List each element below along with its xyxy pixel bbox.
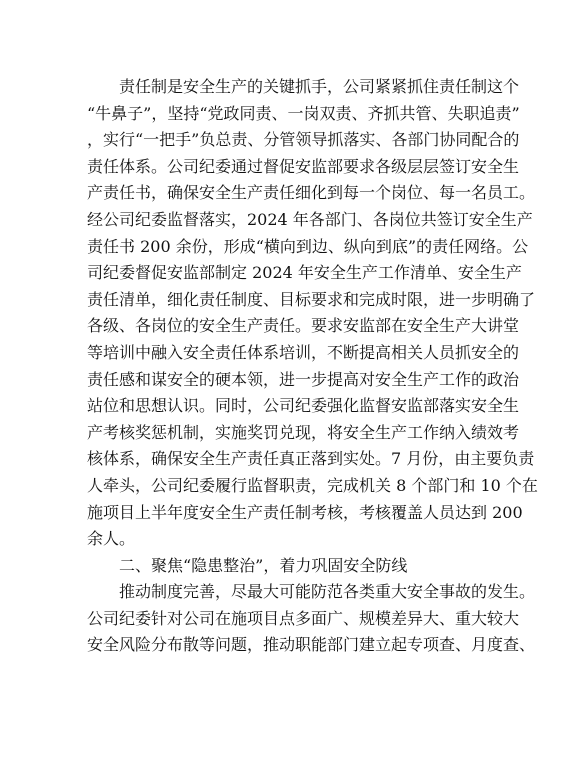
paragraph-line: 各级、各岗位的安全生产责任。要求安监部在安全生产大讲堂 (87, 316, 520, 336)
paragraph-line: ，实行“一把手”负总责、分管领导抓落实、各部门协同配合的 (87, 130, 520, 150)
paragraph-line: 责任体系。公司纪委通过督促安监部要求各级层层签订安全生 (87, 156, 520, 176)
paragraph-line: 余人。 (87, 529, 136, 549)
paragraph-line: 责任清单，细化责任制度、目标要求和完成时限，进一步明确了 (87, 289, 536, 309)
paragraph-line: 公司纪委针对公司在施项目点多面广、规模差异大、重大较大 (87, 608, 520, 628)
paragraph-line: 核体系，确保安全生产责任真正落到实处。7 月份，由主要负责 (87, 449, 535, 469)
paragraph-line: 司纪委督促安监部制定 2024 年安全生产工作清单、安全生产 (87, 263, 522, 283)
paragraph-line: 责任制是安全生产的关键抓手，公司紧紧抓住责任制这个 (119, 77, 520, 96)
paragraph-line: 等培训中融入安全责任体系培训，不断提高相关人员抓安全的 (87, 342, 520, 362)
document-body (87, 74, 538, 659)
paragraph-line: 经公司纪委监督落实，2024 年各部门、各岗位共签订安全生产 (87, 209, 533, 229)
paragraph-line: 推动制度完善，尽最大可能防范各类重大安全事故的发生。 (119, 582, 536, 602)
paragraph-line: 人牵头，公司纪委履行监督职责，完成机关 8 个部门和 10 个在 (87, 475, 538, 495)
paragraph-line: 站位和思想认识。同时，公司纪委强化监督安监部落实安全生 (87, 396, 520, 416)
paragraph-line: 施项目上半年度安全生产责任制考核，考核覆盖人员达到 200 (87, 502, 523, 522)
paragraph-line: “牛鼻子”，坚持“党政同责、一岗双责、齐抓共管、失职追责” (87, 103, 520, 123)
section-heading: 二、聚焦“隐患整治”，着力巩固安全防线 (119, 555, 408, 575)
paragraph-line: 安全风险分布散等问题，推动职能部门建立起专项查、月度查、 (87, 635, 536, 655)
paragraph-line: 产考核奖惩机制，实施奖罚兑现，将安全生产工作纳入绩效考 (87, 422, 520, 442)
paragraph-line: 产责任书，确保安全生产责任细化到每一个岗位、每一名员工。 (87, 183, 536, 203)
paragraph-line: 责任书 200 余份，形成“横向到边、纵向到底”的责任网络。公 (87, 236, 529, 256)
paragraph-line: 责任感和谋安全的硬本领，进一步提高对安全生产工作的政治 (87, 369, 520, 389)
